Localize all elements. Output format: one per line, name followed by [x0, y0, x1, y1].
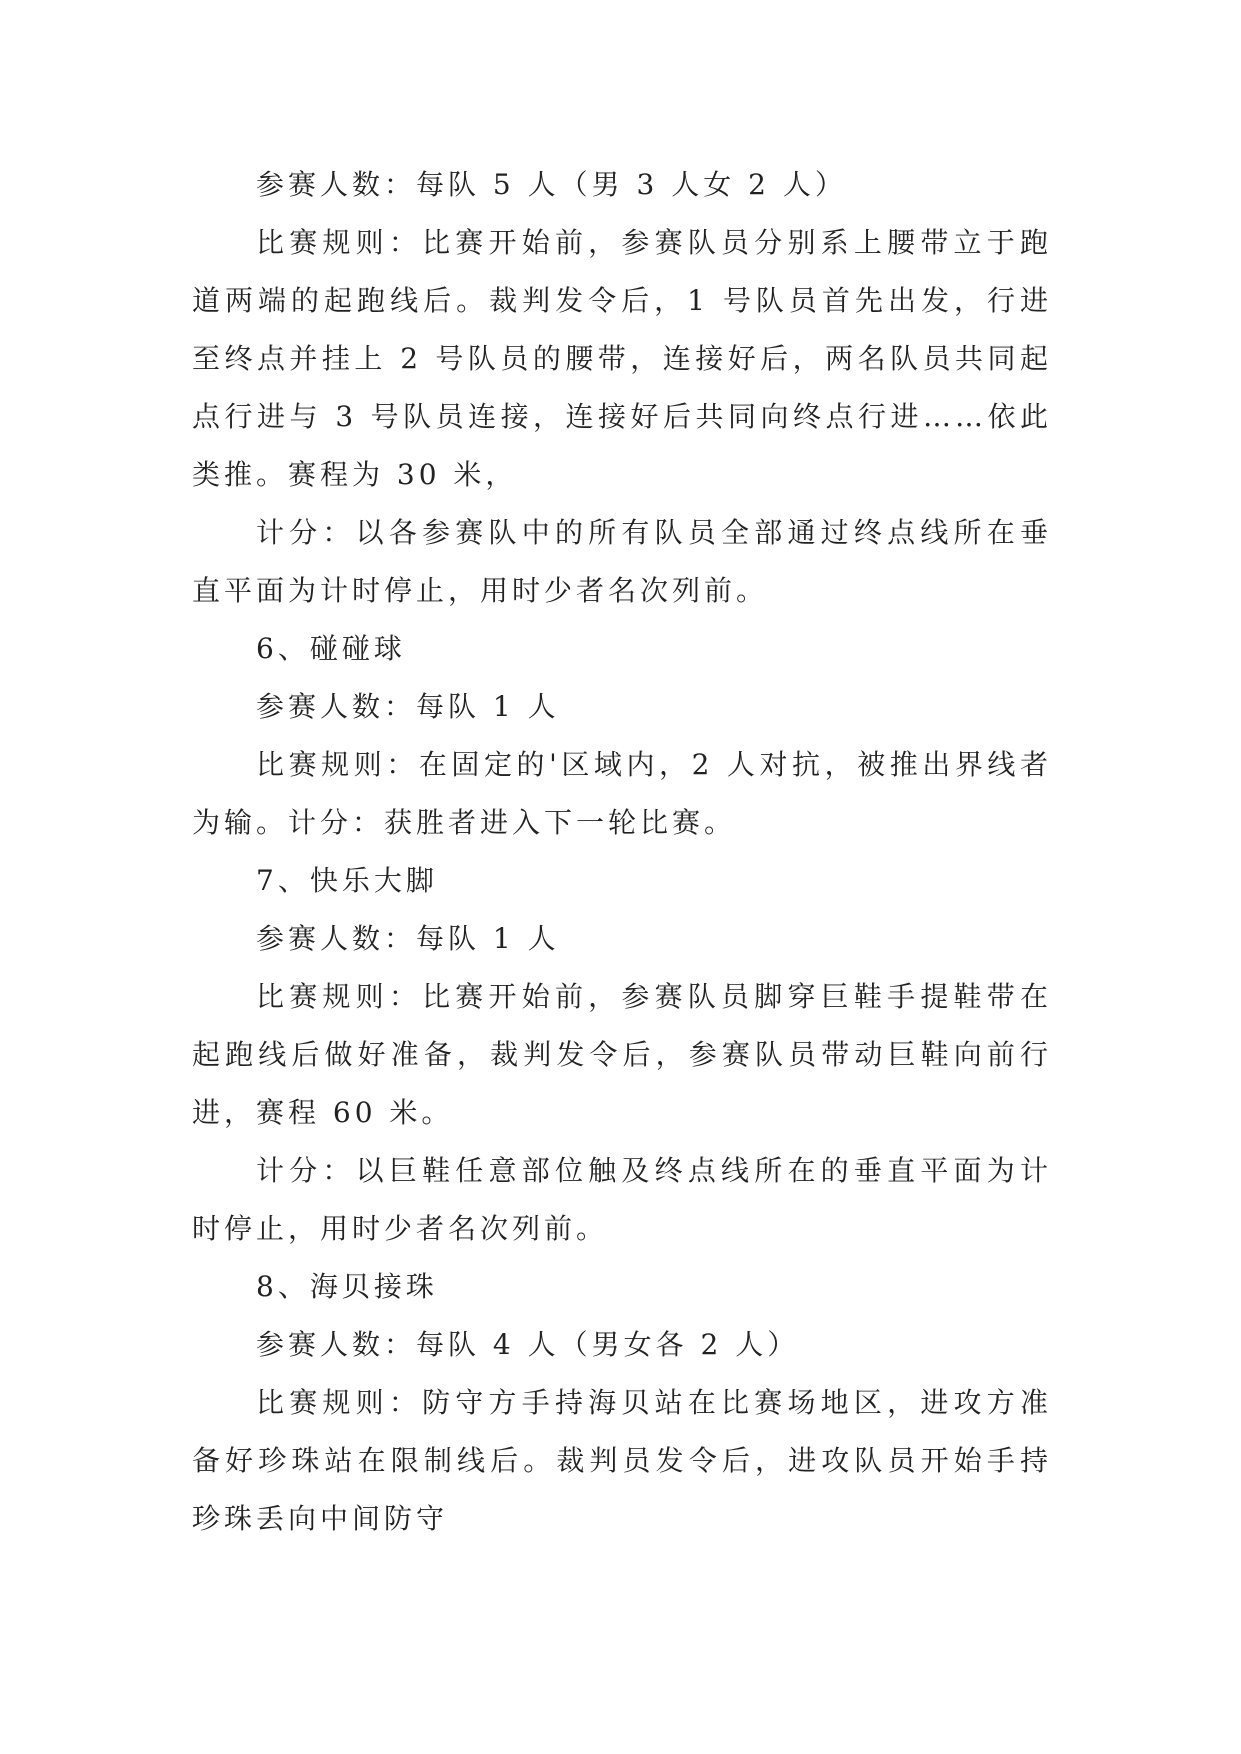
rules-bumper-ball: 比赛规则：在固定的'区域内，2 人对抗，被推出界线者为输。计分：获胜者进入下一轮比赛。: [192, 748, 1052, 839]
scoring-happy-feet: 计分：以巨鞋任意部位触及终点线所在的垂直平面为计时停止，用时少者名次列前。: [192, 1154, 1052, 1245]
section-heading-7: 7、快乐大脚: [256, 864, 438, 897]
rules-happy-feet: 比赛规则：比赛开始前，参赛队员脚穿巨鞋手提鞋带在起跑线后做好准备，裁判发令后，参赛队员带动巨鞋向前行进，赛程 60 米。: [192, 980, 1052, 1129]
team-size-relay: 参赛人数：每队 5 人（男 3 人女 2 人）: [256, 168, 847, 201]
document-body: [192, 156, 1052, 1548]
section-heading-8: 8、海贝接珠: [256, 1270, 438, 1303]
rules-shell-pearl: 比赛规则：防守方手持海贝站在比赛场地区，进攻方准备好珍珠站在限制线后。裁判员发令后，进攻队员开始手持珍珠丢向中间防守: [192, 1386, 1052, 1535]
scoring-relay: 计分：以各参赛队中的所有队员全部通过终点线所在垂直平面为计时停止，用时少者名次列前。: [192, 516, 1052, 607]
rules-relay: 比赛规则：比赛开始前，参赛队员分别系上腰带立于跑道两端的起跑线后。裁判发令后，1 号队员首先出发，行进至终点并挂上 2 号队员的腰带，连接好后，两名队员共同起点行进与 3 号队员连接，连接好后共同向终点行进……依此类推。赛程为 30 米，: [192, 226, 1052, 491]
team-size-bumper-ball: 参赛人数：每队 1 人: [256, 690, 560, 723]
section-heading-6: 6、碰碰球: [256, 632, 406, 665]
team-size-happy-feet: 参赛人数：每队 1 人: [256, 922, 560, 955]
team-size-shell-pearl: 参赛人数：每队 4 人（男女各 2 人）: [256, 1328, 800, 1361]
